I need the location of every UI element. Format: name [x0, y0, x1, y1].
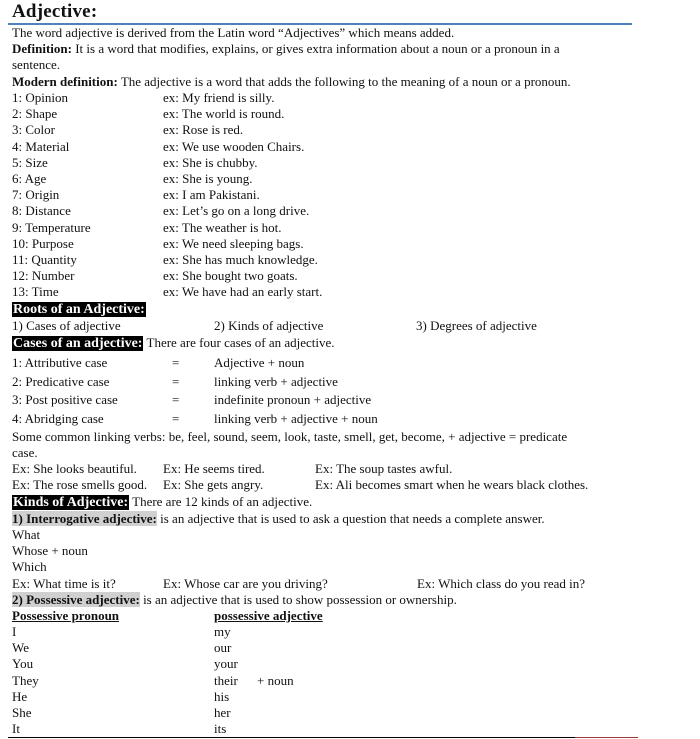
plus-noun: + noun — [257, 673, 294, 688]
case-equals: = — [172, 411, 180, 427]
case-equals: = — [172, 392, 180, 408]
possessive-adjective: my — [214, 624, 231, 639]
root-item: 1) Cases of adjective — [12, 318, 121, 333]
interrogative-example: Ex: Which class do you read in? — [417, 576, 585, 591]
category-label: 10: Purpose — [12, 235, 74, 251]
kinds-intro: There are 12 kinds of an adjective. — [129, 494, 313, 509]
possessive-pronoun: She — [12, 705, 32, 720]
interrogative-example: Ex: Whose car are you driving? — [163, 576, 328, 591]
modern-definition-line — [12, 74, 571, 90]
cases-intro: There are four cases of an adjective. — [143, 335, 335, 350]
category-example: ex: We use wooden Chairs. — [163, 138, 305, 154]
possessive-adjective: his — [214, 688, 230, 704]
intro-text: The word adjective is derived from the Latin word “Adjectives” which means added. — [12, 25, 455, 40]
kinds-heading-line — [12, 494, 312, 511]
category-label: 11: Quantity — [12, 252, 77, 267]
category-label: 5: Size — [12, 154, 48, 170]
category-label: 8: Distance — [12, 203, 71, 219]
case-name: 3: Post positive case — [12, 392, 118, 408]
case-example: Ex: She gets angry. — [163, 477, 264, 492]
cases-heading: Cases of an adjective: — [13, 336, 143, 351]
category-label: 4: Material — [12, 138, 70, 154]
category-label: 12: Number — [12, 268, 75, 284]
possessive-line — [12, 592, 457, 608]
root-item: 3) Degrees of adjective — [416, 318, 537, 333]
category-label: 2: Shape — [12, 106, 58, 122]
interrogative-word: What — [12, 527, 41, 542]
interrogative-example: Ex: What time is it? — [12, 576, 116, 591]
possessive-adjective: their — [214, 672, 238, 688]
case-equals: = — [172, 373, 180, 389]
possessive-pronoun: You — [12, 656, 34, 672]
category-label: 13: Time — [12, 284, 59, 300]
category-example: ex: The world is round. — [163, 106, 285, 122]
roots-heading: Roots of an Adjective: — [13, 302, 145, 317]
cases-heading-line — [12, 335, 335, 352]
possessive-pronoun: They — [12, 672, 39, 688]
case-formula: Adjective + noun — [214, 355, 305, 370]
possessive-pronoun: He — [12, 688, 28, 704]
definition-text: It is a word that modifies, explains, or gives extra information about a noun or a pronoun in a — [71, 41, 560, 56]
possessive-pronoun: It — [12, 721, 20, 737]
category-example: ex: The weather is hot. — [163, 219, 282, 235]
possessive-label: 2) Possessive adjective: — [12, 592, 140, 607]
case-example: Ex: The soup tastes awful. — [315, 461, 453, 476]
root-item: 2) Kinds of adjective — [214, 318, 324, 333]
page-bottom-accent — [575, 737, 638, 738]
possessive-adjective: its — [214, 721, 227, 737]
possessive-adjective: your — [214, 656, 238, 672]
interrogative-word: Whose + noun — [12, 543, 88, 558]
category-example: ex: My friend is silly. — [163, 90, 275, 105]
category-example: ex: Rose is red. — [163, 122, 244, 138]
modern-definition-label: Modern definition: — [12, 74, 118, 89]
category-label: 1: Opinion — [12, 90, 68, 105]
linking-verbs-text: Some common linking verbs: be, feel, sound, seem, look, taste, smell, get, become, + adjective = predicate — [12, 429, 568, 444]
category-example: ex: Let’s go on a long drive. — [163, 203, 310, 219]
possessive-adjective: her — [214, 705, 231, 720]
kinds-heading: Kinds of Adjective: — [13, 495, 129, 510]
case-name: 1: Attributive case — [12, 355, 108, 370]
case-formula: linking verb + adjective + noun — [214, 411, 378, 427]
interrogative-line — [12, 511, 545, 527]
possessive-adjective: our — [214, 640, 232, 656]
case-example: Ex: She looks beautiful. — [12, 461, 137, 476]
page-title: Adjective: — [12, 1, 98, 22]
interrogative-text: is an adjective that is used to ask a question that needs a complete answer. — [156, 511, 545, 526]
roots-heading-line — [12, 301, 146, 318]
category-example: ex: She bought two goats. — [163, 268, 298, 284]
case-formula: indefinite pronoun + adjective — [214, 392, 372, 408]
case-equals: = — [172, 355, 180, 370]
page-bottom-rule — [8, 737, 575, 738]
case-example: Ex: The rose smells good. — [12, 477, 148, 492]
interrogative-word: Which — [12, 559, 47, 574]
possessive-adjective-header: possessive adjective — [214, 608, 323, 623]
case-formula: linking verb + adjective — [214, 373, 338, 389]
modern-definition-text: The adjective is a word that adds the following to the meaning of a noun or a pronoun. — [117, 74, 571, 89]
interrogative-label: 1) Interrogative adjective: — [12, 511, 157, 526]
case-name: 4: Abridging case — [12, 411, 104, 427]
category-example: ex: We have had an early start. — [163, 284, 323, 300]
case-example: Ex: He seems tired. — [163, 461, 265, 476]
case-example: Ex: Ali becomes smart when he wears black clothes. — [315, 477, 589, 492]
category-example: ex: She is chubby. — [163, 154, 258, 170]
category-label: 9: Temperature — [12, 219, 91, 235]
possessive-pronoun: We — [12, 640, 29, 656]
category-label: 3: Color — [12, 122, 55, 138]
possessive-pronoun-header: Possessive pronoun — [12, 608, 120, 623]
category-example: ex: I am Pakistani. — [163, 187, 260, 203]
category-example: ex: She has much knowledge. — [163, 252, 318, 267]
category-example: ex: We need sleeping bags. — [163, 235, 304, 251]
linking-verbs-continuation: case. — [12, 445, 38, 460]
possessive-pronoun: I — [12, 624, 17, 639]
category-label: 6: Age — [12, 171, 47, 186]
definition-continuation: sentence. — [12, 57, 61, 72]
category-label: 7: Origin — [12, 187, 60, 203]
case-name: 2: Predicative case — [12, 373, 110, 389]
possessive-text: is an adjective that is used to show possession or ownership. — [139, 592, 457, 607]
definition-line — [12, 41, 560, 57]
category-example: ex: She is young. — [163, 171, 253, 186]
definition-label: Definition: — [12, 41, 72, 56]
